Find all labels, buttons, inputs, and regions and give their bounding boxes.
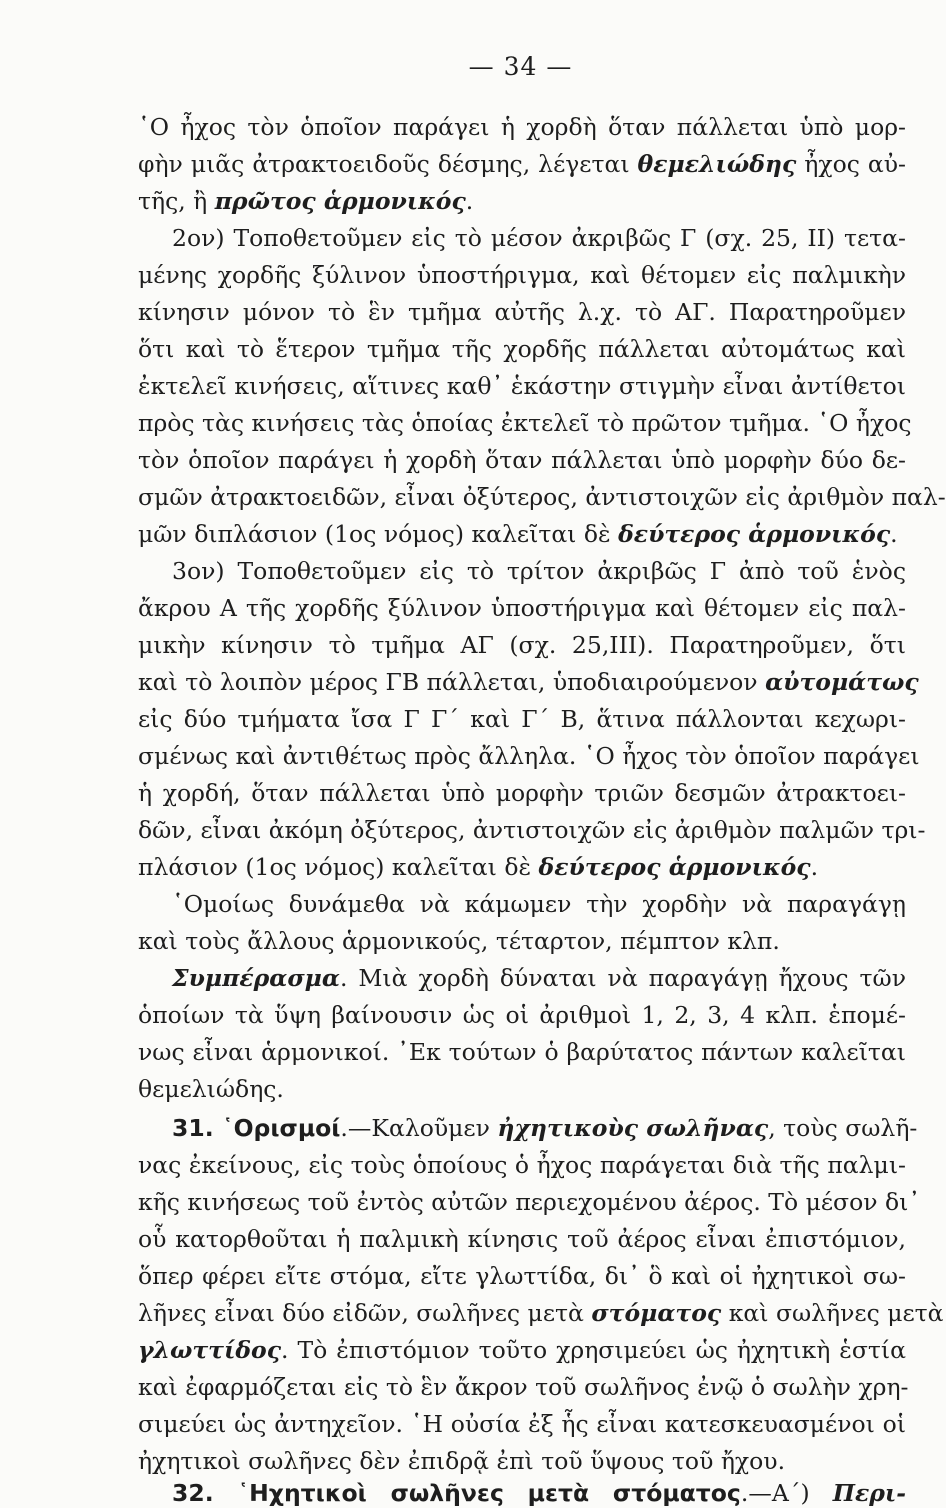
text-span: πρὸς τὰς κινήσεις τὰς ὁποίας ἐκτελεῖ τὸ πρῶτον τμῆμα. ῾Ο ἦχος xyxy=(138,409,912,437)
text-line xyxy=(138,776,906,810)
text-line xyxy=(138,295,906,329)
text-span: , τοὺς σωλῆ- xyxy=(768,1114,918,1142)
emphasis-term: δεύτερος ἁρμονικός xyxy=(538,853,811,881)
text-span: θεμελιώδης. xyxy=(138,1075,284,1103)
text-line xyxy=(138,628,906,662)
text-line xyxy=(138,665,919,699)
text-span: φὴν μιᾶς ἀτρακτοειδοῦς δέσμης, λέγεται xyxy=(138,150,638,178)
text-line xyxy=(172,1111,918,1145)
emphasis-term: θεμελιώδης xyxy=(637,150,797,178)
text-span: .—Α΄) xyxy=(740,1479,833,1507)
text-span: τῆς, ἢ xyxy=(138,187,215,215)
text-span: . xyxy=(890,520,898,548)
emphasis-term: γλωττίδος xyxy=(138,1336,282,1364)
text-line xyxy=(138,110,906,144)
text-span: ἐκτελεῖ κινήσεις, αἵτινες καθ᾿ ἑκάστην στιγμὴν εἶναι ἀντίθετοι xyxy=(138,372,906,400)
text-line xyxy=(138,1444,906,1478)
text-line xyxy=(138,1259,906,1293)
text-line xyxy=(138,1035,906,1069)
text-span: . xyxy=(810,853,819,881)
text-span: ἄκρου Α τῆς χορδῆς ξύλινον ὑποστήριγμα καὶ θέτομεν εἰς παλ- xyxy=(138,594,906,622)
text-line xyxy=(138,332,906,366)
emphasis-term: ἠχητικοὺς σωλῆνας xyxy=(497,1114,769,1142)
text-line xyxy=(138,517,906,551)
emphasis-term: πρῶτος ἁρμονικός xyxy=(214,187,466,215)
emphasis-term: στόματος xyxy=(591,1299,722,1327)
text-span: ἦχος αὐ- xyxy=(796,150,907,178)
text-line xyxy=(138,1296,944,1330)
text-span: . xyxy=(465,187,474,215)
text-span: σιμεύει ὡς ἀντηχεῖον. ῾Η οὐσία ἐξ ἧς εἶναι κατεσκευασμένοι οἱ xyxy=(138,1410,906,1438)
text-line xyxy=(172,221,906,255)
text-line xyxy=(138,924,906,958)
text-span: καὶ ἐφαρμόζεται εἰς τὸ ἓν ἄκρον τοῦ σωλῆνος ἐνῷ ὁ σωλὴν χρη- xyxy=(138,1373,909,1401)
emphasis-term: Περι- xyxy=(832,1479,906,1507)
text-span: ἠχητικοὶ σωλῆνες δὲν ἐπιδρᾷ ἐπὶ τοῦ ὕψους τοῦ ἤχου. xyxy=(138,1447,786,1475)
text-span: τὸν ὁποῖον παράγει ἡ χορδὴ ὅταν πάλλεται ὑπὸ μορφὴν δύο δε- xyxy=(138,446,906,474)
section-heading: ῾Ορισμοί xyxy=(221,1114,341,1142)
text-line xyxy=(138,443,906,477)
text-span: νας ἐκείνους, εἰς τοὺς ὁποίους ὁ ἦχος παράγεται διὰ τῆς παλμι- xyxy=(138,1151,906,1179)
text-span: μῶν διπλάσιον (1ος νόμος) καλεῖται δὲ xyxy=(138,520,619,548)
text-span: δῶν, εἶναι ἀκόμη ὀξύτερος, ἀντιστοιχῶν εἰς ἀριθμὸν παλμῶν τρι- xyxy=(138,816,926,844)
text-span: σμένως καὶ ἀντιθέτως πρὸς ἄλληλα. ῾Ο ἦχος τὸν ὁποῖον παράγει xyxy=(138,742,920,770)
text-span: 3ον) Τοποθετοῦμεν εἰς τὸ τρίτον ἀκριβῶς Γ ἀπὸ τοῦ ἑνὸς xyxy=(172,557,906,585)
section-heading: ῾Ηχητικοὶ σωλῆνες μετὰ στόματος xyxy=(237,1479,741,1507)
text-line xyxy=(138,1185,921,1219)
text-line xyxy=(138,702,906,736)
text-line xyxy=(172,554,906,588)
text-span: ὅπερ φέρει εἴτε στόμα, εἴτε γλωττίδα, δι᾿ ὃ καὶ οἱ ἠχητικοὶ σω- xyxy=(138,1262,906,1290)
text-line xyxy=(138,1222,906,1256)
text-line xyxy=(138,591,906,625)
text-line xyxy=(138,1407,906,1441)
text-line xyxy=(138,258,906,292)
text-span: ῾Ο ἦχος τὸν ὁποῖον παράγει ἡ χορδὴ ὅταν πάλλεται ὑπὸ μορ- xyxy=(138,113,906,141)
text-line xyxy=(138,147,906,181)
text-span: καὶ τοὺς ἄλλους ἁρμονικούς, τέταρτον, πέμπτον κλπ. xyxy=(138,927,780,955)
text-line xyxy=(172,887,906,921)
text-span: καὶ τὸ λοιπὸν μέρος ΓΒ πάλλεται, ὑποδιαιρούμενον xyxy=(138,668,766,696)
text-span: μένης χορδῆς ξύλινον ὑποστήριγμα, καὶ θέτομεν εἰς παλμικὴν xyxy=(138,261,906,289)
text-span: καὶ σωλῆνες μετὰ xyxy=(721,1299,944,1327)
text-line xyxy=(138,184,906,218)
text-line xyxy=(138,1333,906,1367)
text-line xyxy=(138,850,906,884)
text-span: ἡ χορδή, ὅταν πάλλεται ὑπὸ μορφὴν τριῶν δεσμῶν ἀτρακτοει- xyxy=(138,779,906,807)
text-line xyxy=(138,998,906,1032)
text-span: νως εἶναι ἁρμονικοί. ᾽Εκ τούτων ὁ βαρύτατος πάντων καλεῖται xyxy=(138,1038,906,1066)
text-line xyxy=(172,1478,906,1507)
emphasis-term: Συμπέρασμα xyxy=(172,964,340,992)
text-span: ὅτι καὶ τὸ ἕτερον τμῆμα τῆς χορδῆς πάλλεται αὐτομάτως καὶ xyxy=(138,335,906,363)
text-line xyxy=(138,1370,909,1404)
text-span: ὁποίων τὰ ὕψη βαίνουσιν ὡς οἱ ἀριθμοὶ 1, 2, 3, 4 κλπ. ἑπομέ- xyxy=(138,1001,906,1029)
emphasis-term: δεύτερος ἁρμονικός xyxy=(618,520,891,548)
text-line xyxy=(138,1148,906,1182)
section-number: 32. xyxy=(172,1479,238,1507)
text-span: μικὴν κίνησιν τὸ τμῆμα ΑΓ (σχ. 25,ΙΙΙ). Παρατηροῦμεν, ὅτι xyxy=(138,631,906,659)
text-line xyxy=(138,369,906,403)
text-span: ῾Ομοίως δυνάμεθα νὰ κάμωμεν τὴν χορδὴν νὰ παραγάγῃ xyxy=(172,890,906,918)
text-span: 2ον) Τοποθετοῦμεν εἰς τὸ μέσον ἀκριβῶς Γ (σχ. 25, ΙΙ) τετα- xyxy=(172,224,906,252)
text-span: εἰς δύο τμήματα ἴσα Γ Γ΄ καὶ Γ΄ Β, ἅτινα πάλλονται κεχωρι- xyxy=(138,705,906,733)
text-span: .—Καλοῦμεν xyxy=(340,1114,498,1142)
text-span: . Μιὰ χορδὴ δύναται νὰ παραγάγῃ ἤχους τῶν xyxy=(339,964,906,992)
text-line xyxy=(138,813,926,847)
text-span: πλάσιον (1ος νόμος) καλεῖται δὲ xyxy=(138,853,539,881)
text-line xyxy=(138,480,946,514)
text-span: σμῶν ἀτρακτοειδῶν, εἶναι ὀξύτερος, ἀντιστοιχῶν εἰς ἀριθμὸν παλ- xyxy=(138,483,946,511)
text-span: οὗ κατορθοῦται ἡ παλμικὴ κίνησις τοῦ ἀέρος εἶναι ἐπιστόμιον, xyxy=(138,1225,906,1253)
text-span: κῆς κινήσεως τοῦ ἐντὸς αὐτῶν περιεχομένου ἀέρος. Τὸ μέσον δι᾿ xyxy=(138,1188,921,1216)
text-line xyxy=(138,1072,906,1106)
text-line xyxy=(138,739,920,773)
text-span: κίνησιν μόνον τὸ ἓν τμῆμα αὐτῆς λ.χ. τὸ ΑΓ. Παρατηροῦμεν xyxy=(138,298,906,326)
section-number: 31. xyxy=(172,1114,222,1142)
page-number: — 34 — xyxy=(468,52,573,81)
text-line xyxy=(138,406,912,440)
emphasis-term: αὐτομάτως xyxy=(765,668,919,696)
text-span: λῆνες εἶναι δύο εἰδῶν, σωλῆνες μετὰ xyxy=(138,1299,592,1327)
text-span: . Τὸ ἐπιστόμιον τοῦτο χρησιμεύει ὡς ἠχητικὴ ἑστία xyxy=(281,1336,906,1364)
text-line xyxy=(172,961,906,995)
